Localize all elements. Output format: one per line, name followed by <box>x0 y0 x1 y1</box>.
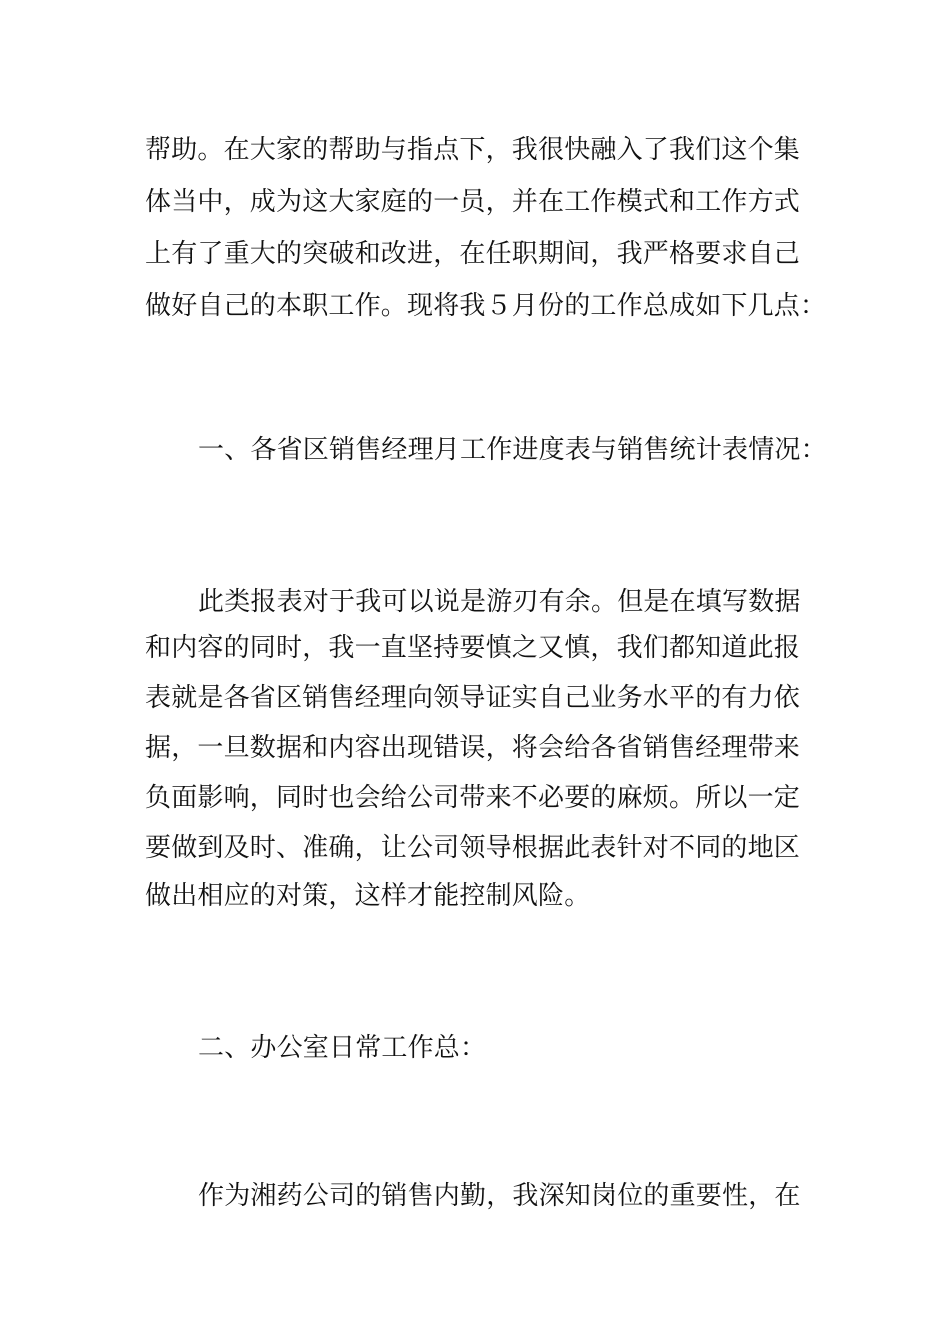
section-heading-2: 二、办公室日常工作总： <box>198 1033 487 1063</box>
paragraph-line: 负面影响，同时也会给公司带来不必要的麻烦。所以一定 <box>145 783 801 813</box>
paragraph-line: 作为湘药公司的销售内勤，我深知岗位的重要性，在 <box>198 1181 801 1211</box>
section-heading-1: 一、各省区销售经理月工作进度表与销售统计表情况： <box>198 435 827 465</box>
paragraph-line: 做出相应的对策，这样才能控制风险。 <box>145 881 591 911</box>
paragraph-line: 表就是各省区销售经理向领导证实自己业务水平的有力依 <box>145 683 801 713</box>
paragraph-line: 帮助。在大家的帮助与指点下，我很快融入了我们这个集 <box>145 135 801 165</box>
paragraph-line: 上有了重大的突破和改进，在任职期间，我严格要求自己 <box>145 239 801 269</box>
paragraph-line: 和内容的同时，我一直坚持要慎之又慎，我们都知道此报 <box>145 633 801 663</box>
paragraph-line: 此类报表对于我可以说是游刃有余。但是在填写数据 <box>198 587 801 617</box>
paragraph-line: 体当中，成为这大家庭的一员，并在工作模式和工作方式 <box>145 187 801 217</box>
paragraph-line: 做好自己的本职工作。现将我５月份的工作总成如下几点： <box>145 291 827 321</box>
paragraph-line: 据，一旦数据和内容出现错误，将会给各省销售经理带来 <box>145 733 801 763</box>
paragraph-line: 要做到及时、准确，让公司领导根据此表针对不同的地区 <box>145 833 801 863</box>
